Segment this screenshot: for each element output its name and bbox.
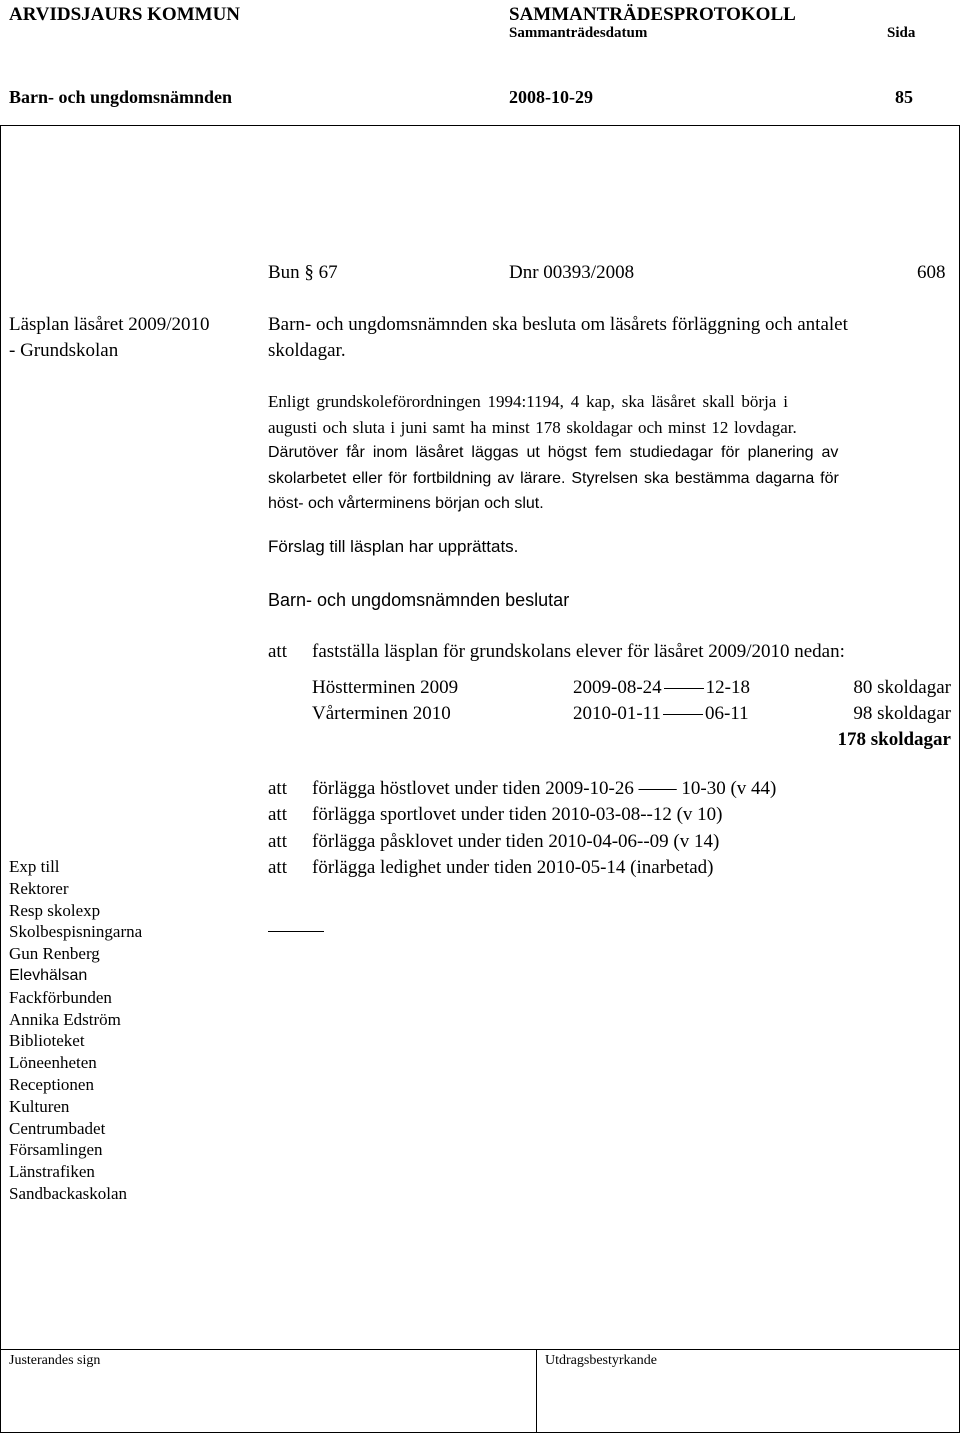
dash-line	[663, 714, 703, 715]
decision-item: förlägga påsklovet under tiden 2010-04-06--09 (v 14)	[312, 831, 720, 852]
case-subject-line2: - Grundskolan	[9, 340, 119, 361]
term-dates	[573, 703, 749, 725]
body-paragraph	[268, 389, 951, 517]
list-item: Sandbackaskolan	[9, 1183, 128, 1203]
end-rule	[268, 931, 324, 932]
decision-heading: Barn- och ungdomsnämnden beslutar	[268, 590, 570, 610]
distribution-list	[9, 856, 142, 1205]
list-item: Resp skolexp	[9, 900, 101, 920]
municipality-name: ARVIDSJAURS KOMMUN	[9, 4, 241, 25]
case-paragraph: Bun § 67	[268, 262, 338, 283]
footer-divider	[0, 1349, 960, 1350]
body-line: höst- och vårterminens början och slut.	[268, 495, 544, 512]
body-line: augusti och sluta i juni samt ha minst 178 skoldagar och minst 12 lovdagar.	[268, 417, 797, 437]
decision-item: förlägga ledighet under tiden 2010-05-14 (inarbetad)	[312, 857, 714, 878]
footer-column-divider	[536, 1349, 537, 1433]
term-end: 12-18	[705, 677, 750, 698]
decision-first-item: fastställa läsplan för grundskolans elever för läsåret 2009/2010 nedan:	[312, 641, 845, 662]
list-item: Gun Renberg	[9, 944, 100, 964]
committee-name: Barn- och ungdomsnämnden	[9, 87, 233, 107]
term-name: Vårterminen 2010	[312, 703, 451, 724]
term-start: 2009-08-24	[573, 677, 662, 698]
list-item: Församlingen	[9, 1140, 103, 1160]
list-item: Skolbespisningarna	[9, 922, 143, 942]
att-label: att	[268, 857, 287, 878]
meeting-date: 2008-10-29	[509, 87, 593, 107]
case-dnr: Dnr 00393/2008	[509, 262, 635, 283]
intro-line1: Barn- och ungdomsnämnden ska besluta om läsårets förläggning och antalet	[268, 314, 848, 335]
list-item: Kulturen	[9, 1096, 70, 1116]
list-item: Fackförbunden	[9, 987, 112, 1007]
case-number: 608	[917, 262, 946, 283]
page-number: 85	[895, 87, 913, 107]
frame-left	[0, 125, 1, 1433]
list-item: Löneenheten	[9, 1053, 97, 1073]
page-label: Sida	[887, 25, 916, 41]
list-item: Annika Edström	[9, 1009, 121, 1029]
decision-item: förlägga sportlovet under tiden 2010-03-08--12 (v 10)	[312, 804, 723, 825]
distribution-heading: Exp till	[9, 857, 60, 876]
body-line: skolarbetet eller för fortbildning av lärare. Styrelsen ska bestämma dagarna för	[268, 469, 839, 487]
body-line: Därutöver får inom läsåret läggas ut högst fem studiedagar för planering av	[268, 444, 839, 461]
case-subject-line1: Läsplan läsåret 2009/2010	[9, 314, 210, 335]
adjuster-signature-label: Justerandes sign	[9, 1353, 101, 1368]
att-label: att	[268, 831, 287, 852]
term-end: 06-11	[704, 703, 749, 724]
list-item: Elevhälsan	[9, 966, 88, 984]
protocol-title: SAMMANTRÄDESPROTOKOLL	[509, 4, 796, 25]
list-item: Rektorer	[9, 878, 69, 898]
intro-line2: skoldagar.	[268, 340, 346, 361]
list-item: Länstrafiken	[9, 1162, 95, 1182]
list-item: Centrumbadet	[9, 1118, 106, 1138]
meeting-date-label: Sammanträdesdatum	[509, 25, 648, 41]
dash-line	[664, 688, 704, 689]
term-start: 2010-01-11	[573, 703, 661, 724]
term-dates	[573, 677, 750, 699]
header-divider	[0, 125, 960, 126]
term-name: Höstterminen 2009	[312, 677, 459, 698]
att-label: att	[268, 804, 287, 825]
body-line: Enligt grundskoleförordningen 1994:1194, 4 kap, ska läsåret skall börja i	[268, 392, 788, 411]
list-item: Biblioteket	[9, 1031, 85, 1051]
term-days: 80 skoldagar	[853, 677, 951, 698]
att-label: att	[268, 641, 287, 662]
certified-extract-label: Utdragsbestyrkande	[545, 1353, 657, 1368]
term-days: 98 skoldagar	[853, 703, 951, 724]
decision-item: förlägga höstlovet under tiden 2009-10-26 —— 10-30 (v 44)	[312, 778, 777, 799]
att-label: att	[268, 778, 287, 799]
list-item: Receptionen	[9, 1074, 94, 1094]
proposal-text: Förslag till läsplan har upprättats.	[268, 537, 519, 556]
total-days: 178 skoldagar	[837, 729, 951, 750]
